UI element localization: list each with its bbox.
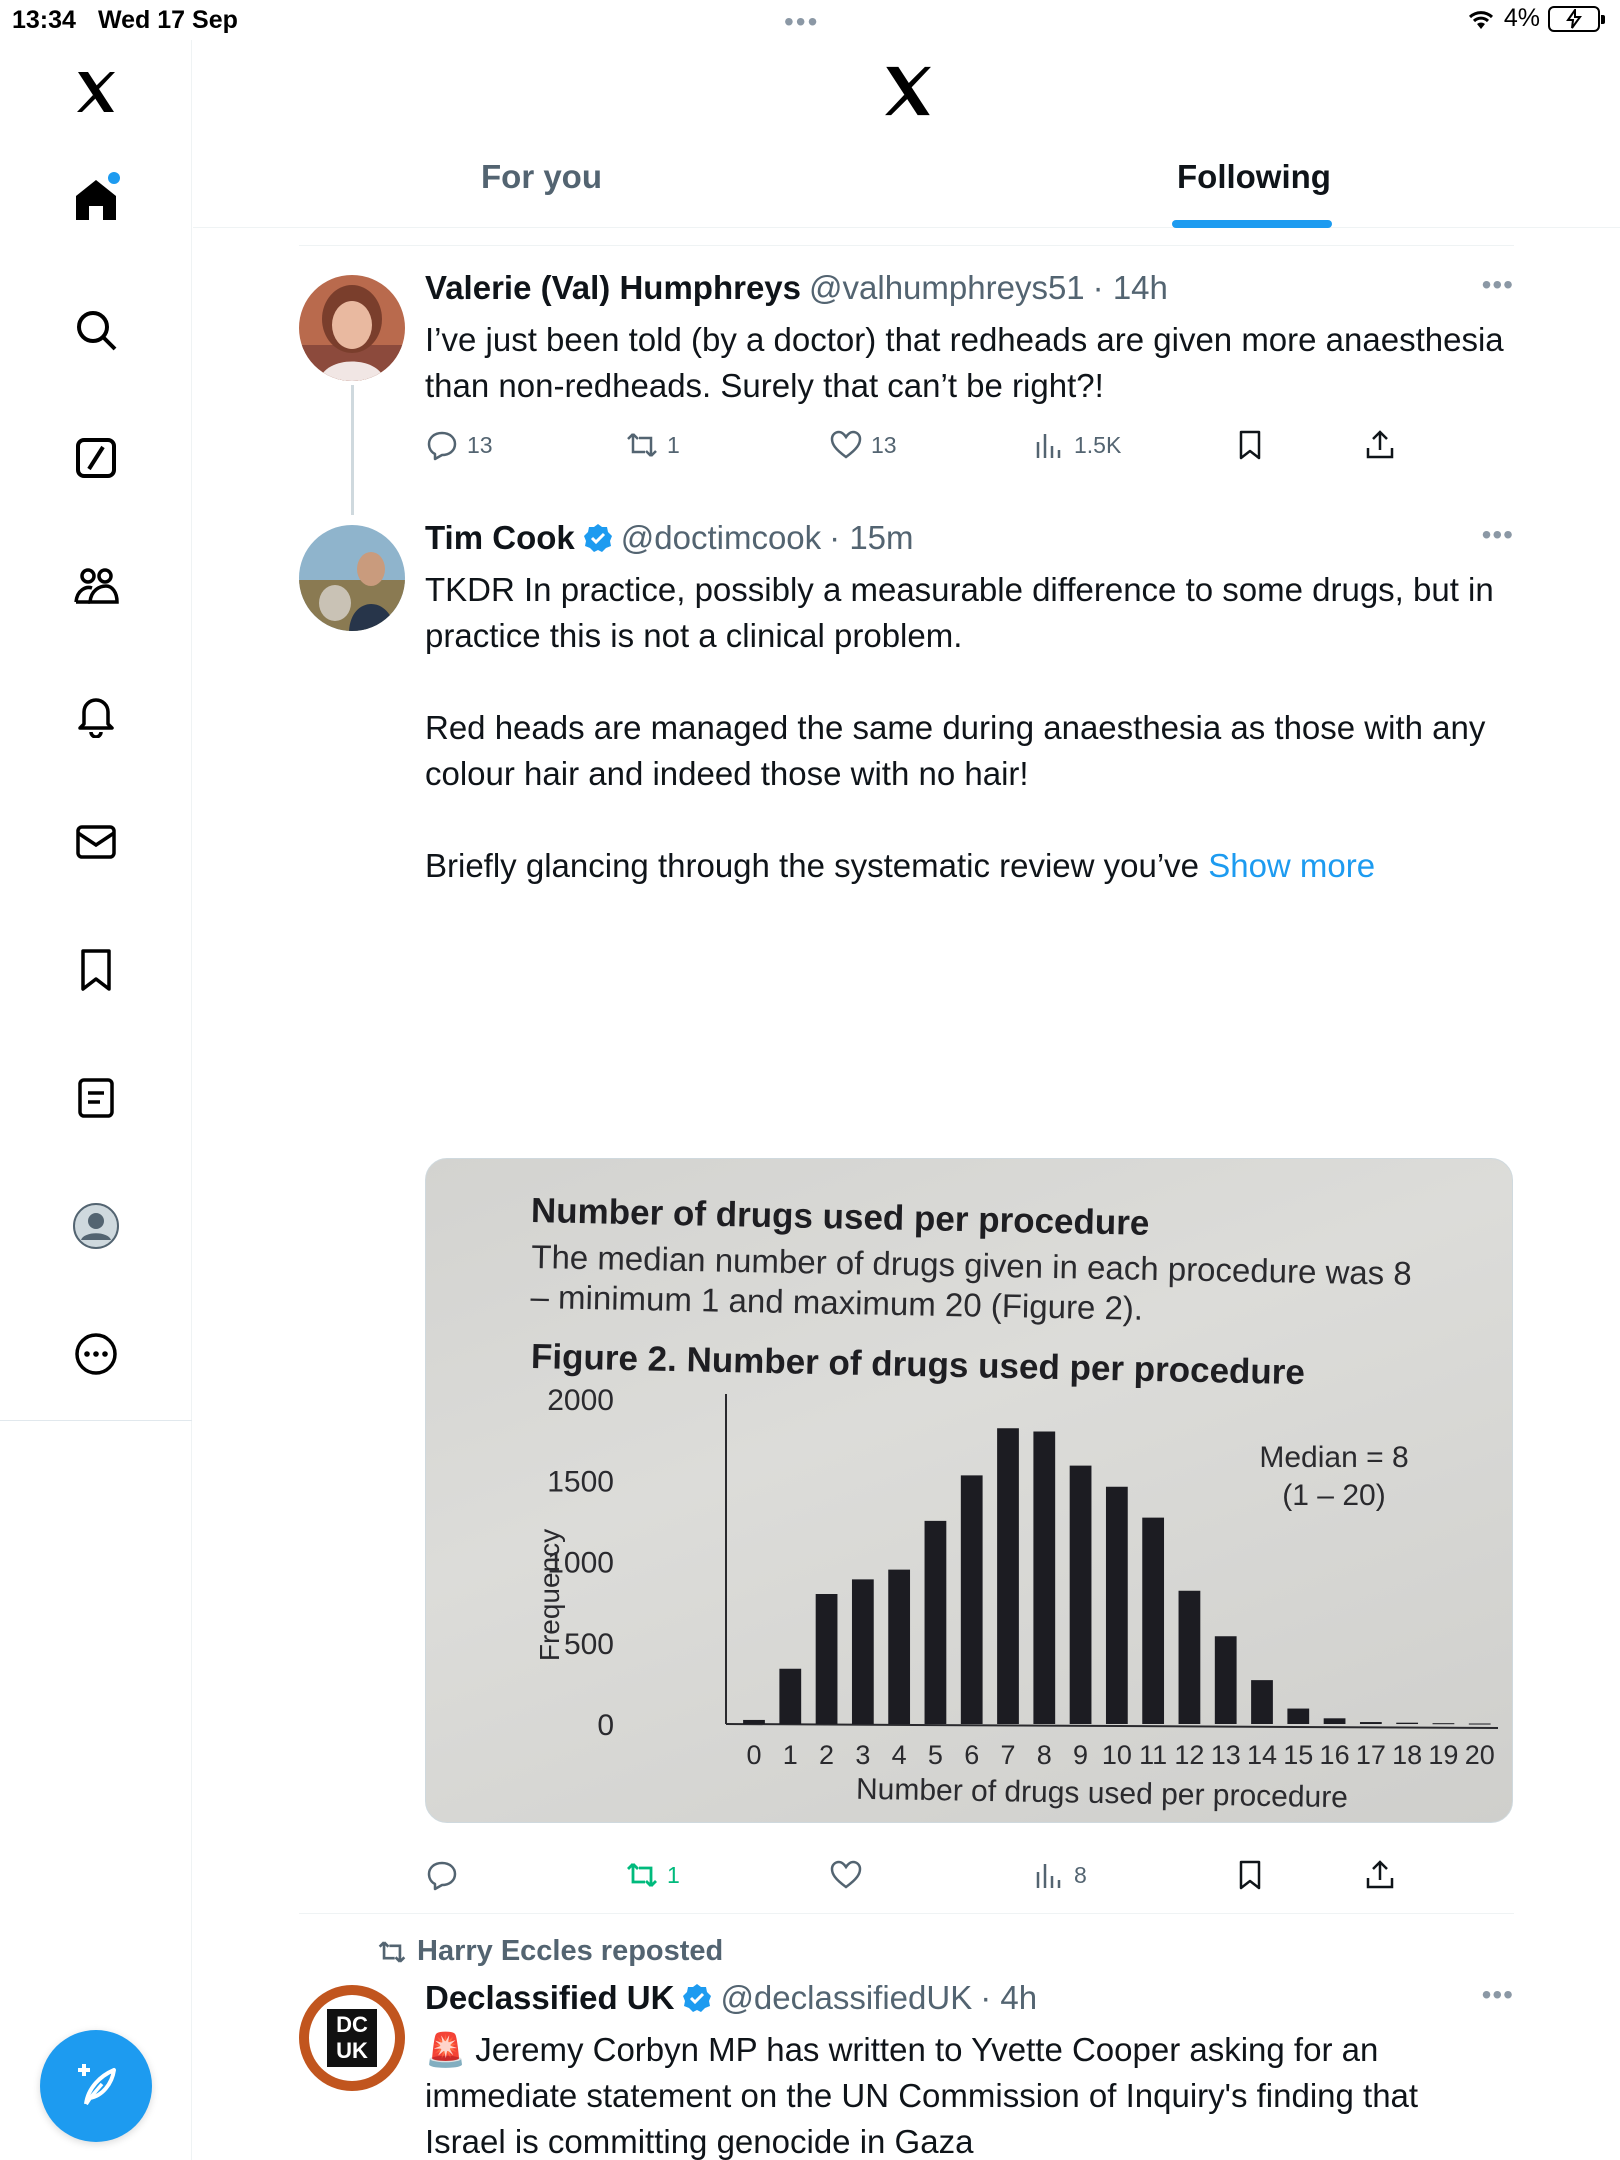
repost-button[interactable] bbox=[625, 428, 680, 462]
x-tick-label: 0 bbox=[746, 1740, 762, 1770]
tweet-media-image[interactable] bbox=[425, 1158, 1513, 1823]
profile-avatar-icon[interactable] bbox=[66, 1196, 126, 1256]
more-options-icon[interactable]: ••• bbox=[1481, 1979, 1514, 2010]
author-name[interactable]: Tim Cook bbox=[425, 519, 575, 556]
home-icon[interactable] bbox=[66, 170, 126, 230]
histogram-bar bbox=[1469, 1724, 1491, 1725]
share-button[interactable] bbox=[1363, 1858, 1397, 1892]
median-line-2: (1 – 20) bbox=[1282, 1479, 1386, 1512]
histogram-bar bbox=[961, 1475, 983, 1724]
repost-count: 1 bbox=[667, 1861, 680, 1888]
x-axis-label: Number of drugs used per procedure bbox=[855, 1772, 1349, 1815]
x-tick-label: 3 bbox=[855, 1740, 871, 1770]
avatar-logo-text: DC UK bbox=[327, 2009, 377, 2067]
notifications-bell-icon[interactable] bbox=[66, 684, 126, 744]
views-button[interactable] bbox=[1032, 428, 1121, 462]
y-tick-label: 500 bbox=[563, 1627, 614, 1661]
repost-button[interactable] bbox=[625, 1858, 680, 1892]
median-annotation bbox=[1254, 1439, 1414, 1515]
post-time: · 14h bbox=[1092, 269, 1168, 306]
reply-button[interactable] bbox=[425, 1858, 467, 1892]
histogram-bar bbox=[1396, 1723, 1418, 1724]
sidebar-divider bbox=[0, 1420, 192, 1421]
tweet-header bbox=[425, 269, 1168, 307]
tweet-text bbox=[425, 567, 1505, 889]
histogram-bar bbox=[852, 1579, 874, 1724]
status-indicators bbox=[1466, 4, 1600, 33]
author-name[interactable]: Declassified UK bbox=[425, 1979, 675, 2016]
thread-connector bbox=[351, 385, 354, 515]
x-tick-label: 13 bbox=[1210, 1740, 1241, 1770]
status-date: Wed 17 Sep bbox=[98, 6, 238, 34]
repost-icon bbox=[625, 428, 659, 462]
bookmark-icon bbox=[1233, 428, 1267, 462]
histogram-bar bbox=[888, 1570, 910, 1724]
y-tick-label: 0 bbox=[597, 1709, 614, 1742]
median-line-1: Median = 8 bbox=[1259, 1441, 1409, 1474]
histogram-bar bbox=[1106, 1487, 1128, 1724]
tweet-actions bbox=[425, 1858, 1515, 1898]
histogram-bar bbox=[1287, 1709, 1309, 1724]
x-tick-label: 20 bbox=[1464, 1740, 1495, 1770]
reply-button[interactable] bbox=[425, 428, 493, 462]
repost-count: 1 bbox=[667, 431, 680, 458]
x-axis-line bbox=[726, 1724, 1498, 1728]
tab-following[interactable]: Following bbox=[1177, 158, 1331, 195]
x-tick-label: 18 bbox=[1392, 1740, 1423, 1770]
verified-badge-icon bbox=[583, 523, 613, 553]
like-button[interactable] bbox=[829, 428, 897, 462]
messages-envelope-icon[interactable] bbox=[66, 812, 126, 872]
reply-icon bbox=[425, 428, 459, 462]
histogram-bar bbox=[816, 1594, 838, 1724]
x-tick-label: 2 bbox=[819, 1740, 835, 1770]
chart-title: Figure 2. Number of drugs used per procedure bbox=[530, 1337, 1306, 1393]
view-count: 1.5K bbox=[1074, 431, 1122, 458]
more-options-icon[interactable]: ••• bbox=[1481, 269, 1514, 300]
tweet-divider bbox=[299, 1913, 1514, 1914]
x-tick-label: 14 bbox=[1246, 1740, 1278, 1770]
more-options-icon[interactable]: ••• bbox=[1481, 519, 1514, 550]
y-tick-label: 1000 bbox=[547, 1546, 614, 1580]
x-tick-label: 17 bbox=[1355, 1740, 1386, 1770]
search-icon[interactable] bbox=[66, 300, 126, 360]
communities-icon[interactable] bbox=[66, 556, 126, 616]
histogram-bar bbox=[1179, 1591, 1201, 1724]
x-logo-icon[interactable] bbox=[879, 62, 937, 120]
tweet-text: I’ve just been told (by a doctor) that redheads are given more anaesthesia than non-redheads. Surely that can’t be right?! bbox=[425, 321, 1513, 404]
battery-percentage: 4% bbox=[1503, 4, 1540, 32]
active-tab-indicator bbox=[1172, 220, 1332, 228]
repost-attribution[interactable] bbox=[377, 1935, 723, 1968]
unread-indicator bbox=[108, 172, 120, 184]
repost-icon bbox=[625, 1858, 659, 1892]
like-count: 13 bbox=[871, 431, 897, 458]
histogram-bar bbox=[1433, 1723, 1455, 1724]
post-time: · 15m bbox=[829, 519, 914, 556]
histogram-bar bbox=[997, 1428, 1019, 1724]
bookmark-button[interactable] bbox=[1233, 1858, 1267, 1892]
x-logo-icon[interactable] bbox=[66, 62, 126, 122]
post-time: · 4h bbox=[980, 1979, 1038, 2016]
status-bar bbox=[0, 0, 1620, 40]
compose-post-button[interactable] bbox=[40, 2030, 152, 2142]
x-tick-label: 15 bbox=[1283, 1740, 1314, 1770]
histogram-bar bbox=[1033, 1432, 1055, 1725]
x-tick-label: 8 bbox=[1036, 1740, 1052, 1770]
share-button[interactable] bbox=[1363, 428, 1397, 462]
x-tick-label: 7 bbox=[1000, 1740, 1016, 1770]
x-tick-label: 6 bbox=[964, 1740, 980, 1770]
share-upload-icon bbox=[1363, 1858, 1397, 1892]
bookmarks-icon[interactable] bbox=[66, 940, 126, 1000]
tweet-body: TKDR In practice, possibly a measurable difference to some drugs, but in practice this is not a clinical problem. Red heads are managed the same during anaesthesia as those with any colour hair and indeed those with no hair! Briefly glancing through the systematic review you’ve bbox=[425, 571, 1494, 884]
y-tick-label: 1500 bbox=[547, 1465, 614, 1499]
tab-for-you[interactable]: For you bbox=[481, 158, 602, 195]
heart-icon bbox=[829, 428, 863, 462]
views-chart-icon bbox=[1032, 1858, 1066, 1892]
x-tick-label: 16 bbox=[1319, 1740, 1350, 1770]
histogram-bar bbox=[779, 1669, 801, 1724]
author-handle[interactable]: @declassifiedUK bbox=[720, 1979, 973, 2016]
repost-label: Harry Eccles reposted bbox=[417, 1935, 724, 1967]
x-tick-label: 19 bbox=[1428, 1740, 1459, 1770]
author-handle[interactable]: @valhumphreys51 bbox=[809, 269, 1085, 306]
histogram-bar bbox=[743, 1720, 765, 1724]
tweet-header bbox=[425, 519, 914, 557]
battery-icon bbox=[1548, 6, 1600, 32]
show-more-link[interactable]: Show more bbox=[1208, 847, 1376, 884]
x-tick-label: 11 bbox=[1139, 1740, 1168, 1770]
x-tick-label: 4 bbox=[891, 1740, 907, 1770]
x-tick-label: 9 bbox=[1073, 1740, 1089, 1770]
histogram-bar bbox=[1070, 1466, 1092, 1724]
repost-icon bbox=[377, 1937, 407, 1967]
sidebar-nav bbox=[0, 40, 192, 2160]
histogram-bar bbox=[1251, 1680, 1273, 1724]
x-tick-label: 10 bbox=[1101, 1740, 1132, 1770]
wifi-icon bbox=[1466, 7, 1496, 31]
histogram-bar bbox=[925, 1521, 947, 1724]
verified-badge-icon bbox=[682, 1983, 712, 2013]
author-name[interactable]: Valerie (Val) Humphreys bbox=[425, 269, 802, 306]
histogram-bar bbox=[1360, 1722, 1382, 1724]
avatar[interactable] bbox=[299, 525, 405, 631]
timeline-header bbox=[193, 40, 1620, 228]
tweet-actions bbox=[425, 428, 1515, 468]
image-heading: Number of drugs used per procedure bbox=[530, 1191, 1150, 1243]
share-upload-icon bbox=[1363, 428, 1397, 462]
feather-plus-icon bbox=[68, 2058, 124, 2114]
views-chart-icon bbox=[1032, 428, 1066, 462]
histogram-bar bbox=[1142, 1518, 1164, 1724]
reply-icon bbox=[425, 1858, 459, 1892]
x-tick-label: 12 bbox=[1174, 1740, 1205, 1770]
x-tick-label: 5 bbox=[927, 1740, 943, 1770]
y-tick-label: 2000 bbox=[547, 1384, 614, 1417]
feed-top-divider bbox=[299, 245, 1514, 246]
author-handle[interactable]: @doctimcook bbox=[620, 519, 822, 556]
x-tick-label: 1 bbox=[782, 1740, 798, 1770]
heart-icon bbox=[829, 1858, 863, 1892]
image-description: The median number of drugs given in each procedure was 8 – minimum 1 and maximum 20 (Figure 2). bbox=[530, 1238, 1413, 1327]
views-button[interactable] bbox=[1032, 1858, 1087, 1892]
grok-icon[interactable] bbox=[66, 428, 126, 488]
y-axis-label: Frequency bbox=[534, 1528, 566, 1662]
status-time: 13:34 bbox=[12, 6, 76, 34]
histogram-bar bbox=[1324, 1718, 1346, 1724]
multitasking-dots-icon[interactable]: ••• bbox=[784, 6, 820, 37]
view-count: 8 bbox=[1074, 1861, 1087, 1888]
like-button[interactable] bbox=[829, 1858, 871, 1892]
lists-icon[interactable] bbox=[66, 1068, 126, 1128]
tweet-header bbox=[425, 1979, 1037, 2017]
bookmark-button[interactable] bbox=[1233, 428, 1267, 462]
reply-count: 13 bbox=[467, 431, 493, 458]
avatar[interactable] bbox=[299, 275, 405, 381]
avatar[interactable] bbox=[299, 1985, 405, 2091]
more-options-icon[interactable] bbox=[66, 1324, 126, 1384]
tweet-text: 🚨 Jeremy Corbyn MP has written to Yvette Cooper asking for an immediate statement on the UN Commission of Inquiry's finding that Israel is committing genocide in Gaza bbox=[425, 2031, 1428, 2160]
histogram-bar bbox=[1215, 1636, 1237, 1724]
bookmark-icon bbox=[1233, 1858, 1267, 1892]
